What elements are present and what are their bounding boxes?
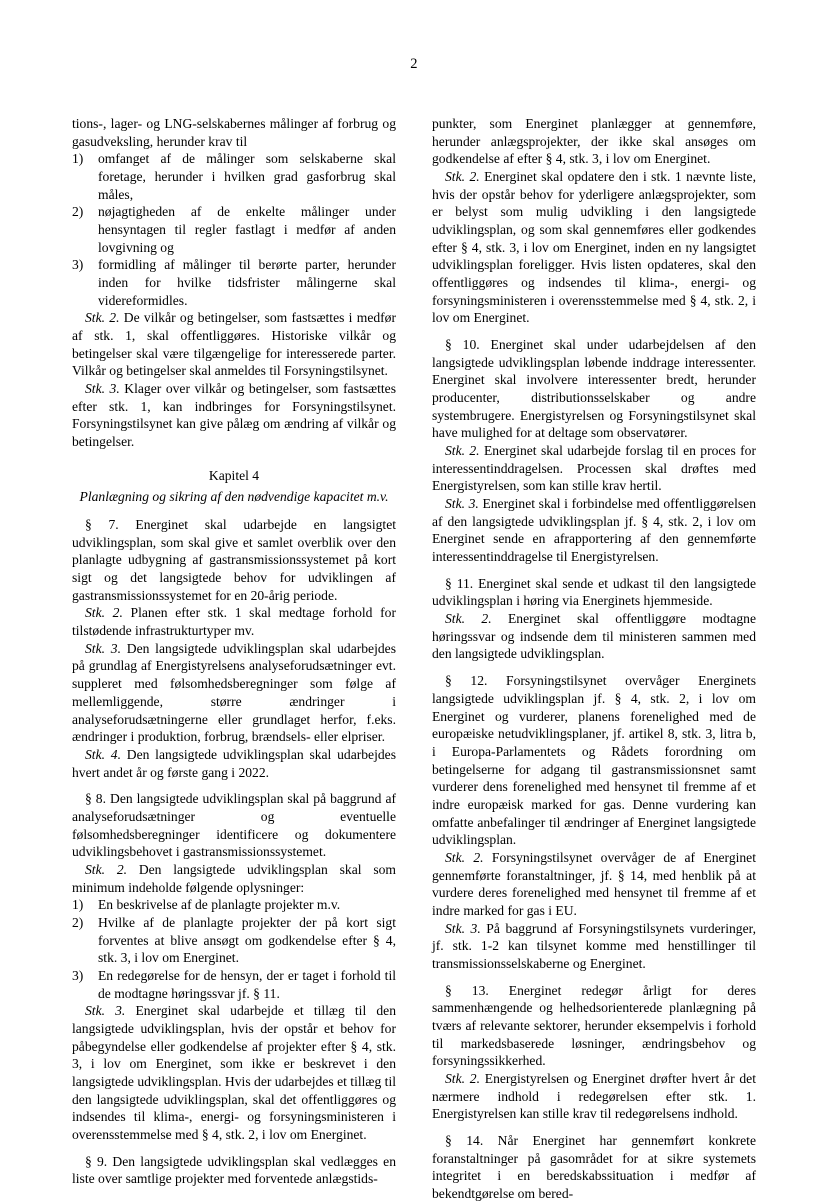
list-item-text: omfanget af de målinger som selskaberne skal foretage, herunder i hvilken grad gasforbrug skal måles,	[98, 151, 396, 202]
section-9-stk2: Stk. 2. Energinet skal opdatere den i stk. 1 nævnte liste, hvis der opstår behov for yderligere anlægsprojekter, som er belyst som mulig udvikling i den langsigtede udviklingsplan, og som skal gennemføres eller godkendes efter § 4, stk. 3, i lov om Energinet, inden en ny langsigtet udviklingsplan foreligger. Hvis listen opdateres, skal den offentliggøres og indsendes til klima-, energi- og forsyningsministeren i overensstemmelse med § 4, stk. 2, i lov om Energinet.	[432, 169, 756, 326]
list-item	[72, 896, 396, 914]
section-7: § 7. Energinet skal udarbejde en langsigtet udviklingsplan, som skal give et samlet overblik over den planlagte udbygning af gastransmissionssystemet på kort sigt og det langsigtede behov for udviklingen af gastransmissionssystemet for en 20-årig periode.	[72, 517, 397, 603]
paragraph-continuation: punkter, som Energinet planlægger at gennemføre, herunder anlægsprojekter, der ikke skal ansøges om godkendelse af efter § 4, stk. 3, i lov om Energinet.	[432, 116, 756, 167]
left-column	[72, 115, 396, 1188]
list-item	[72, 203, 396, 256]
numbered-list-1	[72, 150, 396, 309]
section-12: § 12. Forsyningstilsynet overvåger Energinets langsigtede udviklingsplan jf. § 4, stk. 2, i lov om Energinet og vurderer, planens forenelighed med de europæiske netudviklingsplaner, jf. artikel 8, stk. 3, litra b, i Europa-Parlamentets og Rådets forordning om betingelserne for adgang til gastransmissionsnet samt vurderer dens forenelighed med hensynet til fremme af et indre europæisk marked for gas. Denne vurdering kan omfatte anbefalinger til ændringer af Energinet langsigtede udviklingsplan.	[432, 673, 756, 848]
right-column	[432, 115, 756, 1203]
section-8-stk3: Stk. 3. Energinet skal udarbejde et tillæg til den langsigtede udviklingsplan, hvis der opstår et behov for påbegyndelse eller godkendelse af projekter efter § 4, stk. 3, i lov om Energinet, som ikke er beskrevet i den langsigtede udviklingsplan. Hvis der udarbejdes et tillæg til den langsigtede udviklingsplan, skal det offentliggøres og indsendes til klima-, energi- og forsyningsministeren i overensstemmelse med § 4, stk. 2, i lov om Energinet.	[72, 1003, 396, 1142]
list-item-number: 1)	[72, 151, 84, 167]
list-item-number: 3)	[72, 967, 84, 983]
list-item-number: 1)	[72, 897, 84, 913]
section-12-stk3: Stk. 3. På baggrund af Forsyningstilsynets vurderinger, jf. stk. 1-2 kan tilsynet komme med henstillinger til transmissionsselskaberne og Energinet.	[432, 920, 756, 971]
section-7-stk3: Stk. 3. Den langsigtede udviklingsplan skal udarbejdes på grundlag af Energistyrelsens analyseforudsætninger evt. suppleret med følsomhedsberegninger som følge af mellemliggende, større ændringer i analyseforudsætningerne eller grundlaget herfor, f.eks. ændringer i produktion, forbrug, brændsels- eller elpriser.	[72, 640, 396, 745]
section-11-stk2: Stk. 2. Energinet skal offentliggøre modtagne høringssvar og indsende dem til ministeren sammen med den langsigtede udviklingsplan.	[432, 611, 756, 662]
list-item-text: En beskrivelse af de planlagte projekter m.v.	[98, 897, 341, 913]
section-8: § 8. Den langsigtede udviklingsplan skal på baggrund af analyseforudsætninger og eventuelle følsomhedsberegninger identificere og dokumentere udviklingsbehovet i gastransmissionssystemet.	[72, 791, 397, 860]
paragraph-intro: tions-, lager- og LNG-selskabernes målinger af forbrug og gasudveksling, herunder krav til	[72, 116, 396, 149]
page-number: 2	[410, 56, 418, 72]
section-10-stk3: Stk. 3. Energinet skal i forbindelse med offentliggørelsen af den langsigtede udviklingsplan jf. § 4, stk. 2, i lov om Energinet sende en afrapportering af den gennemførte interessentinddragelse til Energistyrelsen.	[432, 496, 756, 565]
paragraph-stk3-a: Stk. 3. Klager over vilkår og betingelser, som fastsættes efter stk. 1, kan indbringes for Forsyningstilsynet. Forsyningstilsynet kan give pålæg om ændring af vilkår og betingelser.	[72, 381, 396, 450]
list-item	[72, 914, 396, 967]
list-item-number: 2)	[72, 204, 84, 220]
numbered-list-2	[72, 896, 396, 1002]
section-7-stk4: Stk. 4. Den langsigtede udviklingsplan skal udarbejdes hvert andet år og første gang i 2022.	[72, 746, 396, 780]
section-10-stk2: Stk. 2. Energinet skal udarbejde forslag til en proces for interessentinddragelsen. Processen skal drøftes med Energistyrelsen, som kan stille krav hertil.	[432, 443, 756, 494]
list-item	[72, 150, 396, 203]
list-item-text: Hvilke af de planlagte projekter der på kort sigt forventes at blive ansøgt om godkendelse efter § 4, stk. 3, i lov om Energinet.	[98, 914, 396, 966]
section-13-stk2: Stk. 2. Energistyrelsen og Energinet drøfter hvert år det nærmere indhold i redegørelsen efter stk. 1. Energistyrelsen kan stille krav til redegørelsens indhold.	[432, 1070, 756, 1122]
list-item-text: nøjagtigheden af de enkelte målinger under hensyntagen til regler fastlagt i medfør af anden lovgivning og	[98, 204, 396, 255]
list-item-text: formidling af målinger til berørte parter, herunder inden for hvilke tidsfrister målingerne skal videreformidles.	[98, 257, 396, 308]
section-7-stk2: Stk. 2. Planen efter stk. 1 skal medtage forhold for tilstødende infrastrukturtyper mv.	[72, 605, 396, 639]
section-11: § 11. Energinet skal sende et udkast til den langsigtede udviklingsplan i høring via Energinets hjemmeside.	[432, 575, 756, 609]
list-item-number: 3)	[72, 257, 84, 273]
list-item	[72, 967, 396, 1002]
chapter-subtitle: Planlægning og sikring af den nødvendige kapacitet m.v.	[79, 489, 389, 505]
section-8-stk2: Stk. 2. Den langsigtede udviklingsplan skal som minimum indeholde følgende oplysninger:	[72, 861, 396, 895]
section-9: § 9. Den langsigtede udviklingsplan skal vedlægges en liste over samtlige projekter med forventede anlægstids-	[72, 1153, 397, 1187]
two-column-body	[72, 115, 756, 1203]
list-item-text: En redegørelse for de hensyn, der er taget i forhold til de modtagne høringssvar jf. § 11.	[98, 967, 396, 1001]
list-item-number: 2)	[72, 914, 84, 930]
list-item	[72, 256, 396, 309]
chapter-heading: Kapitel 4	[208, 467, 260, 483]
section-14: § 14. Når Energinet har gennemført konkrete foranstaltninger på gasområdet for at sikre systemets integritet i en beredskabssituation i medfør af bekendtgørelse om bered-	[432, 1132, 756, 1201]
section-10: § 10. Energinet skal under udarbejdelsen af den langsigtede udviklingsplan løbende inddrage interessenter. Energinet skal involvere interessenter bredt, herunder producenter, distributionsselskaber og andre systembrugere. Energistyrelsen og Forsyningstilsynet skal have mulighed for at deltage som observatører.	[432, 337, 757, 441]
paragraph-stk2-a: Stk. 2. De vilkår og betingelser, som fastsættes i medfør af stk. 1, skal offentliggøres. Historiske vilkår og betingelser skal være tilgængelige for interesserede parter. Vilkår og betingelser skal anmeldes til Forsyningstilsynet.	[72, 310, 396, 379]
section-12-stk2: Stk. 2. Forsyningstilsynet overvåger de af Energinet gennemførte foranstaltninger, jf. § 14, med henblik på at vurdere deres forenelighed med hensynet til fremme af et indre marked for gas i EU.	[432, 849, 756, 918]
section-13: § 13. Energinet redegør årligt for deres sammenhængende og helhedsorienterede planlægning på tværs af relevante sektorer, herunder eksempelvis i forhold til markedsbaserede løsninger, ændringsbehov og forsyningssikkerhed.	[432, 982, 757, 1069]
